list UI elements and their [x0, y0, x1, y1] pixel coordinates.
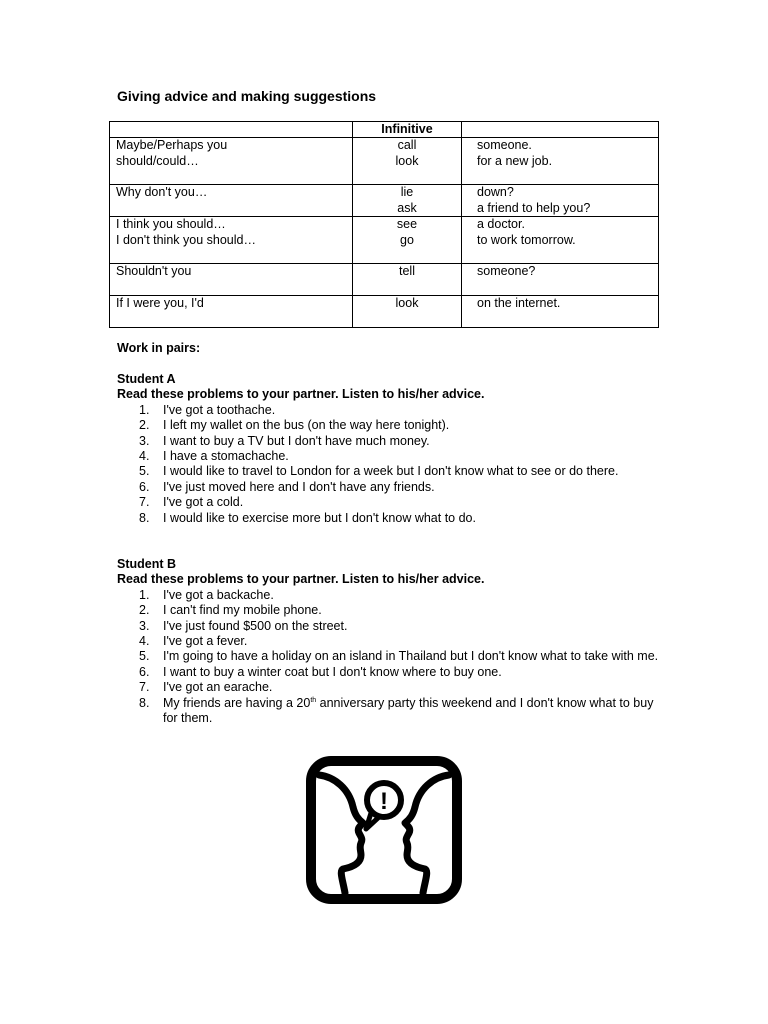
list-number: 8. [139, 695, 150, 710]
list-item [117, 649, 663, 664]
student-a-instruction: Read these problems to your partner. Listen to his/her advice. [117, 387, 485, 402]
list-number: 7. [139, 495, 150, 510]
complement-text: someone? [477, 264, 536, 278]
work-in-pairs-heading: Work in pairs: [117, 341, 201, 355]
header-cell-complement [462, 122, 659, 138]
list-number: 6. [139, 479, 150, 494]
phrase-cell [110, 296, 353, 328]
list-item-text: I can't find my mobile phone. [163, 603, 322, 618]
exclamation-mark: ! [380, 788, 388, 815]
phrase-text: Maybe/Perhaps you [116, 138, 228, 152]
complement-text: someone. [477, 138, 532, 152]
verb-cell [353, 264, 462, 296]
phrase-text: I don't think you should… [116, 232, 256, 247]
list-item-text: I have a stomachache. [163, 449, 289, 463]
list-number: 8. [139, 510, 150, 525]
complement-text: on the internet. [477, 296, 561, 310]
list-number: 3. [139, 433, 150, 448]
list-number: 7. [139, 680, 150, 695]
list-item [117, 634, 663, 649]
list-item [117, 680, 663, 695]
list-item-text: I've just found $500 on the street. [163, 618, 348, 633]
verb-cell [353, 138, 462, 185]
advice-table [109, 121, 659, 328]
list-item [117, 619, 663, 634]
list-item-text: I left my wallet on the bus (on the way here tonight). [163, 418, 450, 433]
list-item-text: I'm going to have a holiday on an island in Thailand but I don't know what to take with me. [163, 649, 659, 664]
verb-text: ask [397, 200, 417, 215]
verb-text: look [395, 296, 419, 310]
list-number: 4. [139, 634, 150, 648]
list-item [117, 418, 663, 433]
list-item-text: I've got a toothache. [163, 402, 276, 417]
complement-text: a friend to help you? [477, 200, 591, 215]
phrase-text: should/could… [116, 153, 199, 168]
list-item-text: I want to buy a winter coat but I don't know where to buy one. [163, 664, 502, 679]
complement-cell [462, 264, 659, 296]
list-item [117, 588, 663, 603]
verb-text: see [396, 217, 418, 231]
phrase-cell [110, 138, 353, 185]
verb-cell [353, 217, 462, 264]
list-item-text: I've got a backache. [163, 587, 274, 602]
item-text-end: anniversary party this weekend and I don't know what to buy for them. [163, 695, 654, 726]
complement-cell [462, 217, 659, 264]
list-number: 5. [139, 464, 150, 479]
student-b-heading: Student B [117, 557, 177, 571]
student-b-problem-list [117, 588, 663, 727]
ordinal-suffix: th [310, 696, 317, 704]
list-item-text [163, 696, 663, 727]
list-number: 3. [139, 618, 150, 633]
complement-text: for a new job. [477, 153, 553, 168]
complement-cell [462, 185, 659, 217]
verb-text: tell [399, 264, 415, 278]
student-a-heading: Student A [117, 372, 176, 386]
list-number: 6. [139, 664, 150, 679]
list-item [117, 403, 663, 418]
list-item [117, 434, 663, 449]
table-row [110, 264, 659, 296]
phrase-text: I think you should… [116, 217, 226, 231]
student-a-problem-list [117, 403, 663, 526]
table-header-row [110, 122, 659, 138]
list-item-text: I would like to travel to London for a week but I don't know what to see or do there. [163, 464, 619, 479]
list-number: 1. [139, 587, 150, 602]
list-item [117, 449, 663, 464]
list-item [117, 665, 663, 680]
list-item-text: I've got a fever. [163, 634, 248, 648]
header-cell-phrase [110, 122, 353, 138]
header-cell-infinitive: Infinitive [353, 122, 462, 138]
verb-text: lie [400, 185, 414, 199]
complement-text: down? [477, 185, 514, 199]
student-b-instruction: Read these problems to your partner. Listen to his/her advice. [117, 572, 485, 587]
page-title: Giving advice and making suggestions [117, 88, 377, 104]
table-row [110, 296, 659, 328]
student-b-section [117, 557, 663, 726]
complement-cell [462, 138, 659, 185]
phrase-cell [110, 264, 353, 296]
list-item-text: I want to buy a TV but I don't have much money. [163, 433, 430, 448]
table-row [110, 217, 659, 264]
two-faces-exclamation-icon [305, 755, 463, 905]
list-item [117, 480, 663, 495]
list-item [117, 511, 663, 526]
complement-cell [462, 296, 659, 328]
student-a-section [117, 372, 663, 526]
list-number: 2. [139, 603, 150, 618]
verb-text: call [397, 138, 417, 152]
list-item [117, 696, 663, 727]
phrase-text: Why don't you… [116, 185, 208, 199]
list-item-text: I've got an earache. [163, 680, 273, 695]
list-number: 5. [139, 649, 150, 664]
phrase-text: Shouldn't you [116, 264, 192, 278]
phrase-cell [110, 217, 353, 264]
list-number: 2. [139, 418, 150, 433]
list-item [117, 495, 663, 510]
list-item-text: I would like to exercise more but I don't know what to do. [163, 510, 476, 525]
verb-text: look [395, 153, 419, 168]
list-item-text: I've got a cold. [163, 495, 244, 510]
list-number: 4. [139, 449, 150, 463]
phrase-text: If I were you, I'd [116, 296, 204, 310]
complement-text: a doctor. [477, 217, 525, 231]
advice-conversation-icon [305, 755, 463, 905]
verb-cell [353, 296, 462, 328]
list-item-text: I've just moved here and I don't have any friends. [163, 479, 435, 494]
table-row [110, 185, 659, 217]
verb-text: go [400, 232, 414, 247]
verb-cell [353, 185, 462, 217]
complement-text: to work tomorrow. [477, 232, 576, 247]
phrase-cell [110, 185, 353, 217]
table-row [110, 138, 659, 185]
list-number: 1. [139, 402, 150, 417]
list-item [117, 603, 663, 618]
item-text-start: My friends are having a 20 [163, 695, 311, 710]
list-item [117, 464, 663, 479]
